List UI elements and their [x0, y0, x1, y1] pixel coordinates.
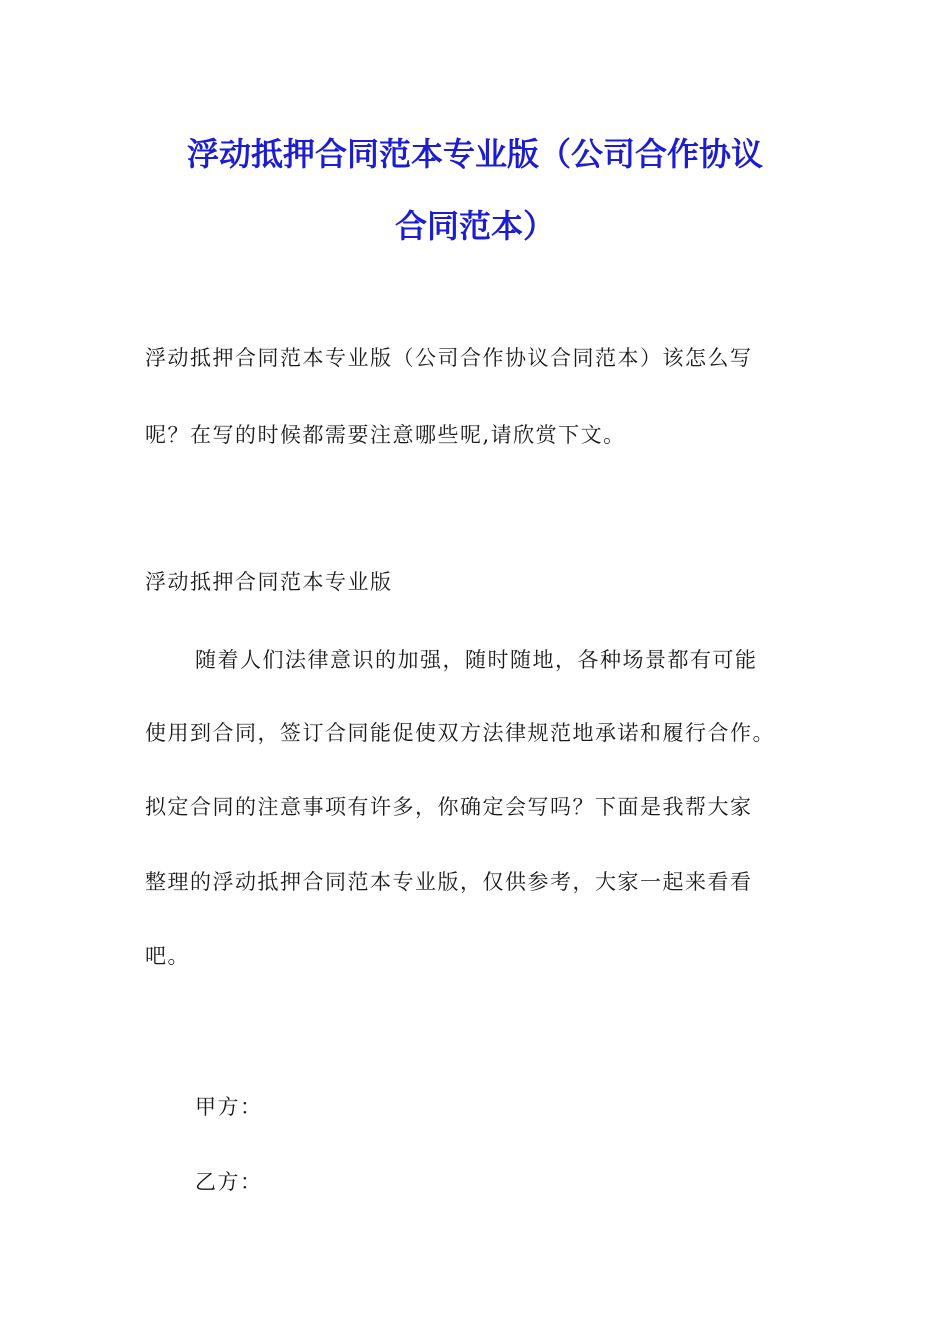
document-title-line-1: 浮动抵押合同范本专业版（公司合作协议	[186, 135, 763, 173]
paragraph-line-5: 吧。	[145, 944, 190, 968]
document-title-line-2: 合同范本）	[394, 207, 555, 245]
intro-line-1: 浮动抵押合同范本专业版（公司合作协议合同范本）该怎么写	[145, 346, 753, 370]
party-b-label: 乙方：	[195, 1170, 263, 1194]
paragraph-line-2: 使用到合同，签订合同能促使双方法律规范地承诺和履行合作。	[145, 721, 775, 745]
paragraph-line-1: 随着人们法律意识的加强，随时随地，各种场景都有可能	[195, 648, 758, 672]
party-a-label: 甲方：	[195, 1095, 263, 1119]
intro-line-2: 呢？在写的时候都需要注意哪些呢,请欣赏下文。	[145, 423, 626, 447]
paragraph-line-4: 整理的浮动抵押合同范本专业版，仅供参考，大家一起来看看	[145, 870, 753, 894]
paragraph-line-3: 拟定合同的注意事项有许多，你确定会写吗？下面是我帮大家	[145, 795, 753, 819]
section-heading: 浮动抵押合同范本专业版	[145, 570, 393, 594]
